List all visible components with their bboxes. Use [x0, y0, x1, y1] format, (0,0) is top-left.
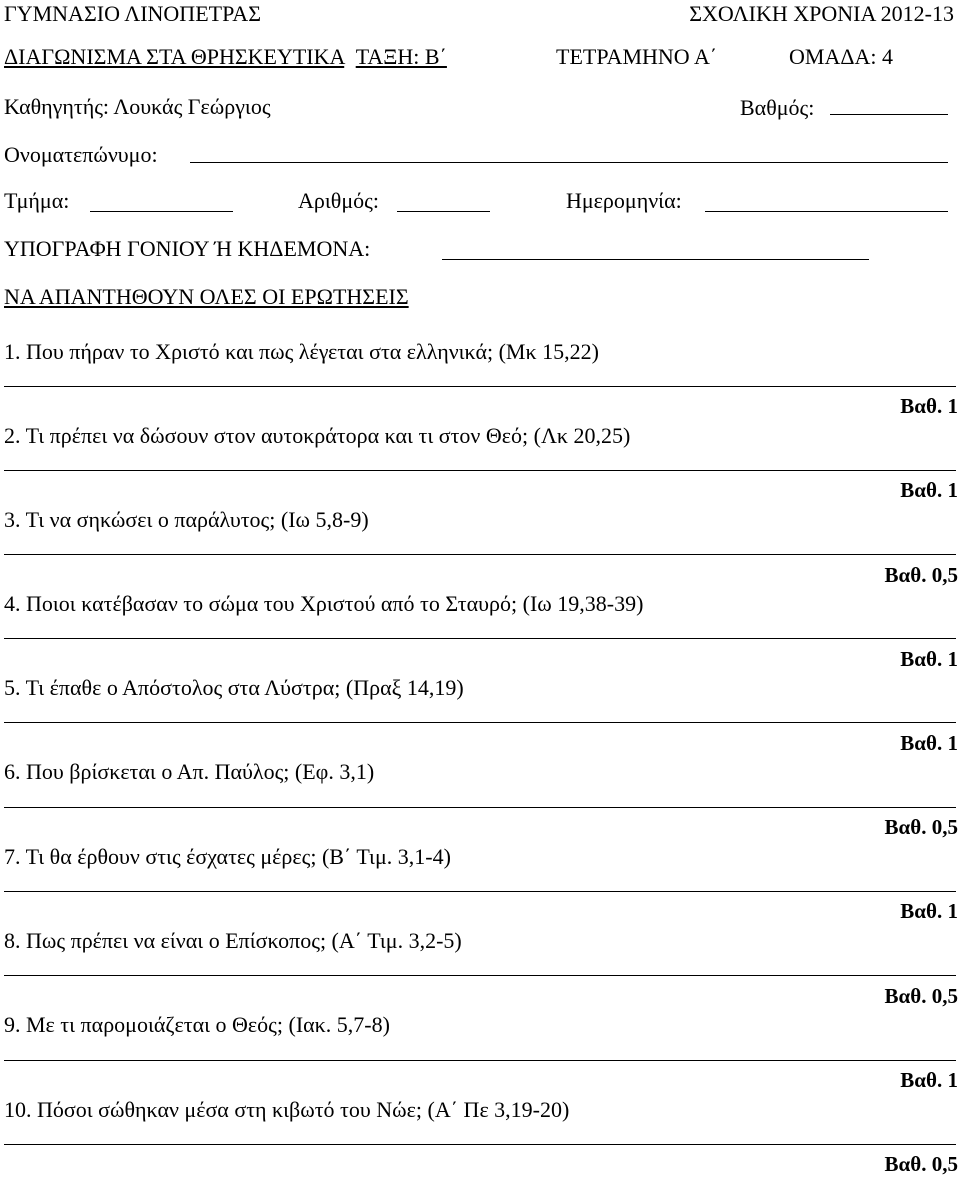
question-1-points: Βαθ. 1 [900, 394, 958, 418]
answer-line-3[interactable] [4, 554, 956, 555]
name-label: Ονοματεπώνυμο: [4, 142, 158, 167]
test-info-row [4, 44, 956, 70]
question-6-points: Βαθ. 0,5 [884, 815, 958, 839]
grade-blank[interactable] [830, 94, 948, 115]
answer-line-9[interactable] [4, 1060, 956, 1061]
question-5-points: Βαθ. 1 [900, 731, 958, 755]
question-4: 4. Ποιοι κατέβασαν το σώμα του Χριστού από το Σταυρό; (Ιω 19,38-39) [4, 591, 644, 616]
name-blank[interactable] [190, 162, 948, 163]
question-7-points: Βαθ. 1 [900, 899, 958, 923]
question-5: 5. Τι έπαθε ο Απόστολος στα Λύστρα; (Πραξ 14,19) [4, 675, 464, 700]
test-title: ΔΙΑΓΩΝΙΣΜΑ ΣΤΑ ΘΡΗΣΚΕΥΤΙΚΑ [4, 44, 345, 69]
signature-label: ΥΠΟΓΡΑΦΗ ΓΟΝΙΟΥ Ή ΚΗΔΕΜΟΝΑ: [4, 236, 371, 261]
grade-label: Βαθμός: [740, 95, 815, 120]
question-8: 8. Πως πρέπει να είναι ο Επίσκοπος; (Α΄ Τιμ. 3,2-5) [4, 928, 462, 953]
date-blank[interactable] [705, 211, 948, 212]
instruction: ΝΑ ΑΠΑΝΤΗΘΟΥΝ ΟΛΕΣ ΟΙ ΕΡΩΤΗΣΕΙΣ [4, 284, 409, 309]
number-label: Αριθμός: [298, 188, 379, 213]
question-2-points: Βαθ. 1 [900, 478, 958, 502]
answer-line-10[interactable] [4, 1144, 956, 1145]
date-label: Ημερομηνία: [566, 188, 682, 213]
question-1: 1. Που πήραν το Χριστό και πως λέγεται στα ελληνικά; (Μκ 15,22) [4, 339, 599, 364]
question-3-points: Βαθ. 0,5 [884, 563, 958, 587]
question-9-points: Βαθ. 1 [900, 1068, 958, 1092]
answer-line-1[interactable] [4, 386, 956, 387]
answer-line-5[interactable] [4, 722, 956, 723]
group-label: ΟΜΑΔΑ: 4 [789, 44, 893, 69]
question-3: 3. Τι να σηκώσει ο παράλυτος; (Ιω 5,8-9) [4, 507, 369, 532]
question-8-points: Βαθ. 0,5 [884, 984, 958, 1008]
number-blank[interactable] [397, 211, 490, 212]
name-field [4, 142, 158, 168]
question-2: 2. Τι πρέπει να δώσουν στον αυτοκράτορα και τι στον Θεό; (Λκ 20,25) [4, 423, 631, 448]
term-label: ΤΕΤΡΑΜΗΝΟ Α΄ [556, 44, 718, 69]
question-6: 6. Που βρίσκεται ο Απ. Παύλος; (Εφ. 3,1) [4, 759, 375, 784]
section-label: Τμήμα: [4, 188, 70, 213]
teacher-name: Καθηγητής: Λουκάς Γεώργιος [4, 94, 271, 119]
answer-line-8[interactable] [4, 975, 956, 976]
school-year: ΣΧΟΛΙΚΗ ΧΡΟΝΙΑ 2012-13 [689, 1, 954, 26]
answer-line-2[interactable] [4, 470, 956, 471]
question-7: 7. Τι θα έρθουν στις έσχατες μέρες; (Β΄ Τιμ. 3,1-4) [4, 844, 451, 869]
question-10: 10. Πόσοι σώθηκαν μέσα στη κιβωτό του Νώε; (Α΄ Πε 3,19-20) [4, 1097, 570, 1122]
class-label: ΤΑΞΗ: Β΄ [355, 44, 447, 69]
question-9: 9. Με τι παρομοιάζεται ο Θεός; (Ιακ. 5,7-8) [4, 1012, 390, 1037]
answer-line-7[interactable] [4, 891, 956, 892]
question-10-points: Βαθ. 0,5 [884, 1152, 958, 1176]
signature-blank[interactable] [442, 259, 869, 260]
section-blank[interactable] [90, 211, 233, 212]
school-name: ΓΥΜΝΑΣΙΟ ΛΙΝΟΠΕΤΡΑΣ [4, 1, 261, 26]
grade-field [740, 94, 948, 121]
answer-line-4[interactable] [4, 638, 956, 639]
answer-line-6[interactable] [4, 807, 956, 808]
question-4-points: Βαθ. 1 [900, 647, 958, 671]
